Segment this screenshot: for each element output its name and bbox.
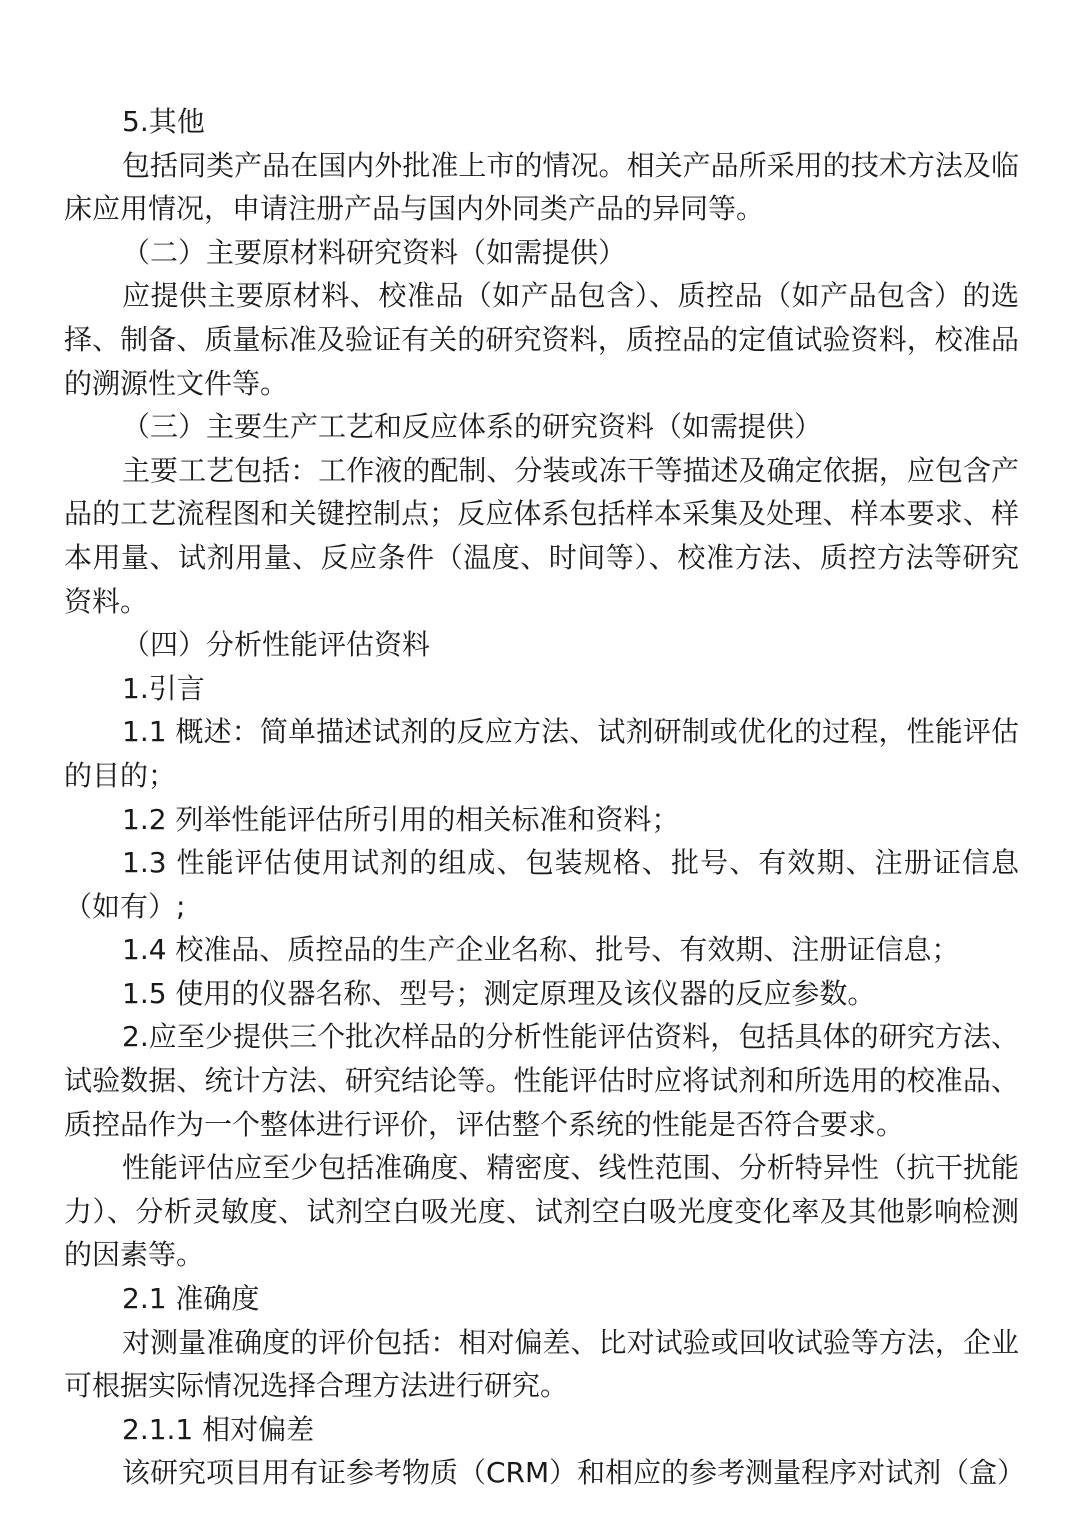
heading-process: （三）主要生产工艺和反应体系的研究资料（如需提供）: [122, 410, 823, 444]
paragraph-batches: 2.应至少提供三个批次样品的分析性能评估资料，包括具体的研究方法、试验数据、统计方法、研究结论等。性能评估时应将试剂和所选用的校准品、质控品作为一个整体进行评价，评估整个系统的性能是否符合要求。: [64, 1020, 1019, 1141]
paragraph-accuracy: 对测量准确度的评价包括：相对偏差、比对试验或回收试验等方法，企业可根据实际情况选择合理方法进行研究。: [64, 1325, 1019, 1403]
heading-other: 5.其他: [122, 105, 205, 138]
heading-relative-deviation: 2.1.1 相对偏差: [122, 1412, 315, 1446]
paragraph-performance-items: 性能评估应至少包括准确度、精密度、线性范围、分析特异性（抗干扰能力）、分析灵敏度、试剂空白吸光度、试剂空白吸光度变化率及其他影响检测的因素等。: [64, 1151, 1019, 1272]
item-1-4: 1.4 校准品、质控品的生产企业名称、批号、有效期、注册证信息；: [122, 933, 960, 967]
item-1-5: 1.5 使用的仪器名称、型号；测定原理及该仪器的反应参数。: [122, 976, 876, 1010]
item-1-2: 1.2 列举性能评估所引用的相关标准和资料；: [122, 802, 680, 836]
paragraph-similar-products: 包括同类产品在国内外批准上市的情况。相关产品所采用的技术方法及临床应用情况，申请注册产品与国内外同类产品的异同等。: [64, 148, 1019, 226]
item-1-3: 1.3 性能评估使用试剂的组成、包装规格、批号、有效期、注册证信息（如有）;: [64, 846, 1019, 923]
heading-analytical-performance: （四）分析性能评估资料: [122, 628, 431, 662]
heading-introduction: 1.引言: [122, 671, 205, 705]
paragraph-process: 主要工艺包括：工作液的配制、分装或冻干等描述及确定依据，应包含产品的工艺流程图和关键控制点；反应体系包括样本采集及处理、样本要求、样本用量、试剂用量、反应条件（温度、时间等）、校准方法、质控方法等研究资料。: [64, 453, 1019, 618]
document-page: [64, 100, 1026, 1495]
paragraph-raw-materials: 应提供主要原材料、校准品（如产品包含）、质控品（如产品包含）的选择、制备、质量标准及验证有关的研究资料，质控品的定值试验资料，校准品的溯源性文件等。: [64, 279, 1019, 400]
item-1-1: 1.1 概述：简单描述试剂的反应方法、试剂研制或优化的过程，性能评估的目的；: [64, 715, 1019, 792]
heading-accuracy: 2.1 准确度: [122, 1282, 260, 1316]
paragraph-relative-deviation: 该研究项目用有证参考物质（CRM）和相应的参考测量程序对试剂（盒）: [122, 1456, 1026, 1490]
heading-raw-materials: （二）主要原材料研究资料（如需提供）: [122, 235, 627, 269]
